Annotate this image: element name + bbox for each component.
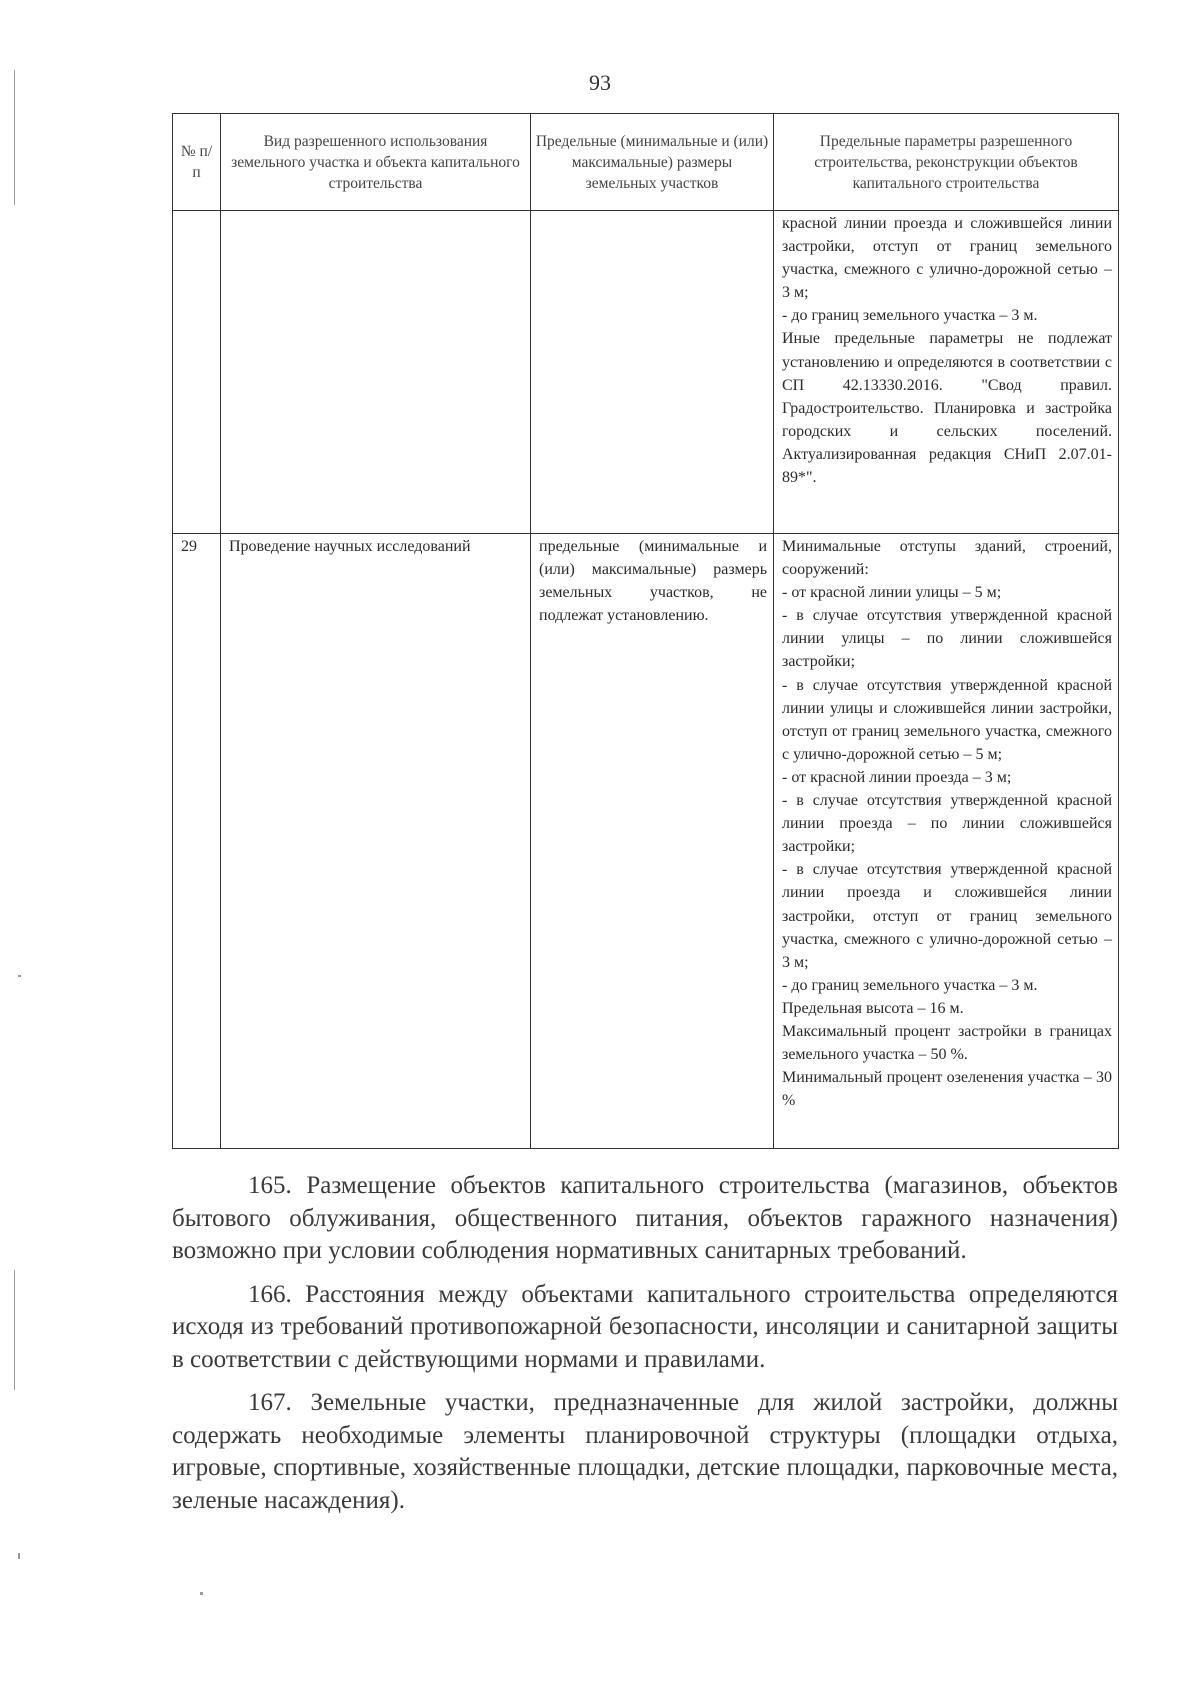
paragraph-165: 165. Размещение объектов капитального строительства (магазинов, объектов бытового облуживания, общественного питания, объектов гаражного назначения) возможно при условии соблюдения нормативных санитарных требований. bbox=[172, 1172, 1118, 1264]
param-line: Минимальные отступы зданий, строений, сооружений: bbox=[782, 538, 1112, 579]
param-line: красной линии проезда и сложившейся линии застройки, отступ от границ земельного участка, смежного с улично-дорожной сетью – 3 м; bbox=[782, 215, 1112, 302]
param-line: - в случае отсутствия утвержденной красной линии улицы и сложившейся линии застройки, отступ от границ земельного участка, смежного с улично-дорожной сетью – 5 м; bbox=[782, 676, 1112, 763]
header-use-type: Вид разрешенного использования земельного участка и объекта капитального строительства bbox=[221, 114, 531, 211]
cell-plot-sizes bbox=[531, 211, 774, 534]
scan-margin-dot bbox=[18, 1553, 20, 1559]
param-line: - от красной линии улицы – 5 м; bbox=[782, 584, 1002, 602]
cell-plot-sizes: предельные (минимальные и (или) максимальные) размерь земельных участков, не подлежат установлению. bbox=[531, 534, 774, 1149]
cell-use-type: Проведение научных исследований bbox=[221, 534, 531, 1149]
cell-construction-params bbox=[774, 534, 1119, 1149]
scan-margin-dot bbox=[18, 975, 21, 977]
scan-speck bbox=[200, 1592, 203, 1595]
header-plot-sizes: Предельные (минимальные и (или) максимальные) размеры земельных участков bbox=[531, 114, 774, 211]
paragraph-167: 167. Земельные участки, предназначенные для жилой застройки, должны содержать необходимые элементы планировочной структуры (площадки отдыха, игровые, спортивные, хозяйственные площадки, детские площадки, парковочные места, зеленые насаждения). bbox=[172, 1389, 1118, 1514]
param-line: - до границ земельного участка – 3 м. bbox=[782, 976, 1038, 994]
param-line: Предельная высота – 16 м. bbox=[782, 999, 964, 1017]
table-row bbox=[173, 534, 1119, 1149]
param-line: - в случае отсутствия утвержденной красной линии улицы – по линии сложившейся застройки; bbox=[782, 607, 1112, 671]
param-line: - до границ земельного участка – 3 м. bbox=[782, 307, 1038, 325]
cell-number: 29 bbox=[173, 534, 221, 1149]
param-line: Иные предельные параметры не подлежат установлению и определяются в соответствии с СП 42.13330.2016. "Свод правил. Градостроительство. Планировка и застройка городских и сельских поселений. Актуализированная редакция СНиП 2.07.01-89*". bbox=[782, 330, 1112, 487]
body-text bbox=[172, 1170, 1118, 1528]
scan-margin-line bbox=[14, 70, 15, 205]
param-line: - от красной линии проезда – 3 м; bbox=[782, 768, 1012, 786]
param-line: Максимальный процент застройки в границах земельного участка – 50 %. bbox=[782, 1022, 1112, 1064]
cell-use-type bbox=[221, 211, 531, 534]
header-construction-params: Предельные параметры разрешенного строительства, реконструкции объектов капитального строительства bbox=[774, 114, 1119, 211]
page-number: 93 bbox=[589, 70, 611, 95]
param-line: - в случае отсутствия утвержденной красной линии проезда – по линии сложившейся застройки; bbox=[782, 792, 1112, 856]
table-row bbox=[173, 211, 1119, 534]
table-header-row bbox=[173, 114, 1119, 211]
header-number: № п/п bbox=[173, 114, 221, 211]
paragraph-166: 166. Расстояния между объектами капитального строительства определяются исходя из требований противопожарной безопасности, инсоляции и санитарной защиты в соответствии с действующими нормами и правилами. bbox=[172, 1280, 1118, 1373]
param-line: - в случае отсутствия утвержденной красной линии проезда и сложившейся линии застройки, отступ от границ земельного участка, смежного с улично-дорожной сетью – 3 м; bbox=[782, 861, 1112, 971]
param-line: Минимальный процент озеленения участка – 30 % bbox=[782, 1069, 1112, 1110]
parameters-table bbox=[172, 113, 1119, 1149]
cell-construction-params bbox=[774, 211, 1119, 534]
scan-margin-line bbox=[14, 1270, 15, 1390]
cell-number bbox=[173, 211, 221, 534]
